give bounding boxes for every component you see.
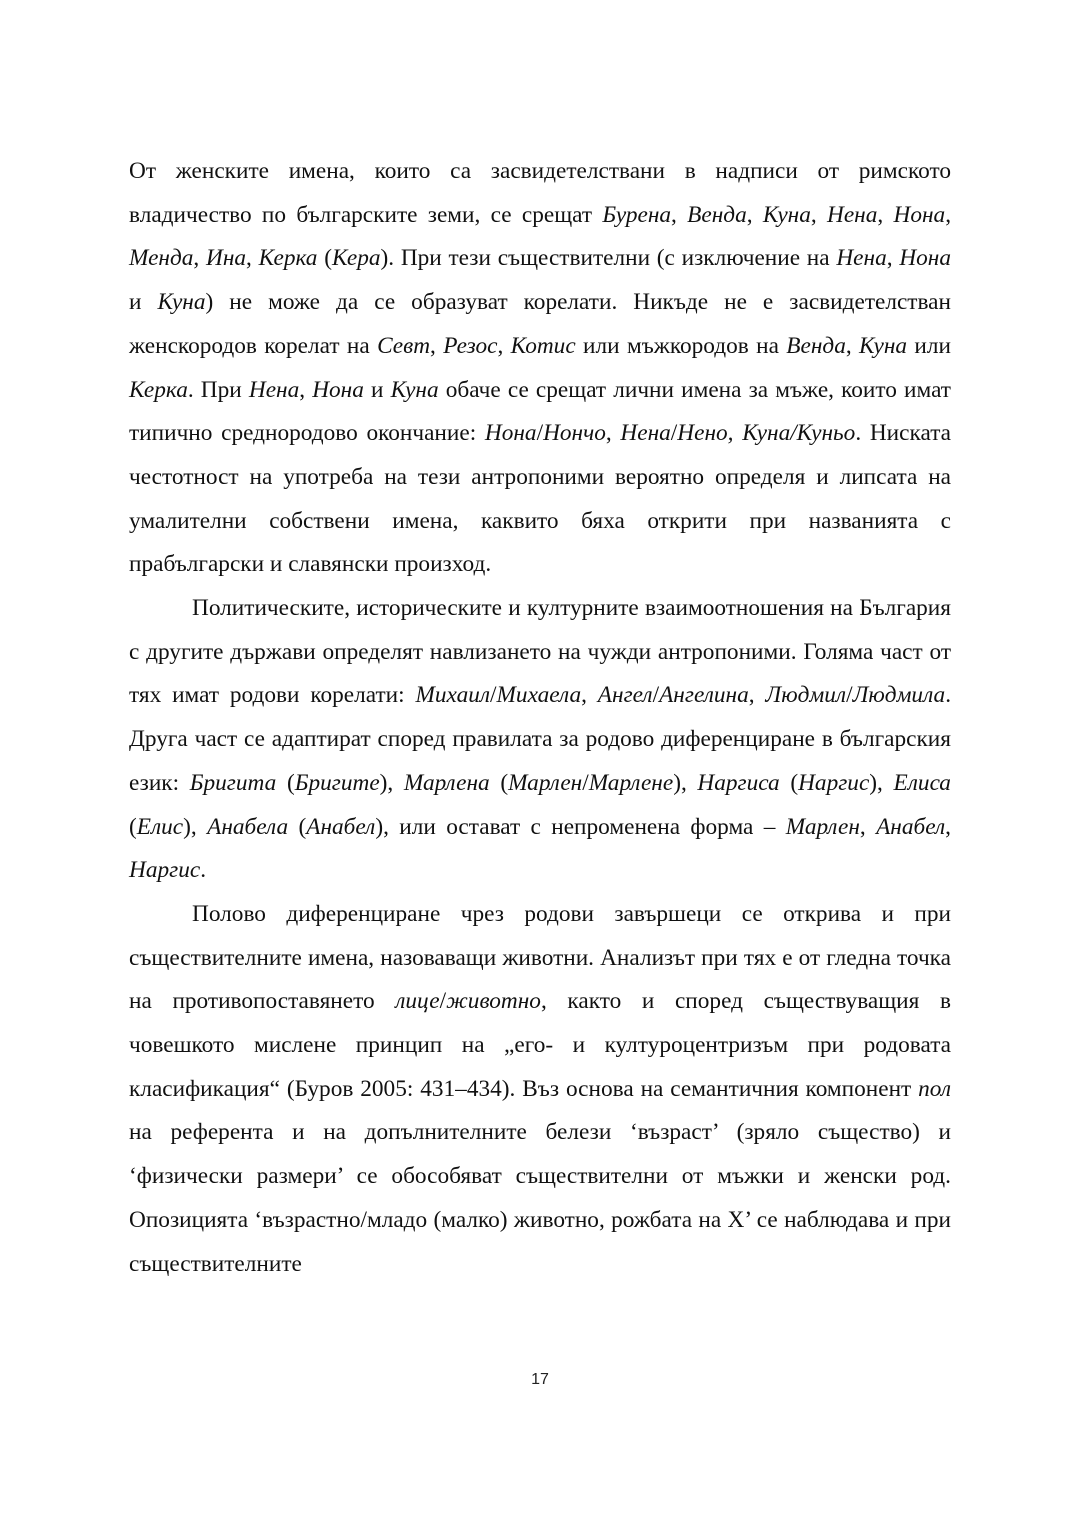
text-run: / xyxy=(652,682,660,709)
paragraph xyxy=(129,893,951,1286)
text-run: / xyxy=(490,682,497,709)
italic-term: Наргис xyxy=(798,769,870,796)
italic-term: Нона xyxy=(893,201,946,228)
italic-term: Анабел xyxy=(876,813,946,840)
italic-term: Наргиса xyxy=(697,769,780,796)
text-run: ) не може да се образуват корелати. Никъде не е засвидетелстван женскородов корелат на xyxy=(129,289,951,359)
text-run: , xyxy=(748,682,766,709)
text-run: , xyxy=(746,201,763,228)
text-run: Политическите, историческите и културните взаимоотношения на България с другите държави определят навлизането на чужди антропоними. Голяма част от тях имат родови корелати: xyxy=(129,595,951,709)
text-run: или мъжкородов на xyxy=(575,332,787,359)
italic-term: Куна xyxy=(390,376,439,403)
text-run: , xyxy=(581,682,598,709)
page-number: 17 xyxy=(531,1371,549,1388)
text-run: ( xyxy=(288,813,307,840)
text-run: ( xyxy=(779,769,799,796)
italic-term: Бурена xyxy=(602,201,672,228)
text-run: , xyxy=(859,813,877,840)
italic-term: Нона xyxy=(484,420,537,447)
italic-term: Котис xyxy=(510,332,576,359)
italic-term: Анабел xyxy=(306,813,376,840)
text-run: ( xyxy=(129,813,137,840)
italic-term: Михаил xyxy=(415,682,491,709)
italic-term: лице xyxy=(395,988,440,1015)
text-run: ). При тези съществителни (с изключение на xyxy=(380,245,837,272)
text-run: , xyxy=(299,376,313,403)
italic-term: Резос xyxy=(443,332,498,359)
italic-term: Елис xyxy=(136,813,184,840)
text-run: , xyxy=(845,332,860,359)
text-run: ( xyxy=(317,245,332,272)
italic-term: Бригита xyxy=(189,769,277,796)
italic-term: Нона xyxy=(312,376,364,403)
text-run: и xyxy=(129,289,158,316)
italic-term: Керка xyxy=(129,376,188,403)
italic-term: Куна xyxy=(762,201,811,228)
italic-term: Нена xyxy=(248,376,300,403)
text-run: , xyxy=(671,201,688,228)
text-run: От женските имена, които са засвидетелствани в надписи от римското владичество по българските земи, се срещат xyxy=(129,158,951,228)
italic-term: Елиса xyxy=(893,769,951,796)
text-run: ), xyxy=(673,769,698,796)
text-run: / xyxy=(582,769,589,796)
text-run: , xyxy=(497,332,511,359)
italic-term: Михаела xyxy=(496,682,582,709)
text-run: , xyxy=(810,201,827,228)
text-run: на референта и на допълнителните белези ‘възраст’ (зряло същество) и ‘физически размери’ се обособяват съществителни от мъжки и женски род. Опозицията ‘възрастно/младо (малко) животно, рожбата на Х’ се наблюдава и при съществителните xyxy=(129,1119,951,1277)
text-run: , xyxy=(430,332,444,359)
document-body xyxy=(129,150,951,1286)
italic-term: Кера xyxy=(331,245,381,272)
italic-term: Марлен xyxy=(785,813,860,840)
italic-term: Людмил xyxy=(765,682,847,709)
text-run: , xyxy=(246,245,259,272)
italic-term: Венда xyxy=(786,332,846,359)
text-run: . xyxy=(200,857,207,884)
text-run: ( xyxy=(489,769,509,796)
text-run: Полово диференциране чрез родови завършеци се открива и при съществителните имена, назоваващи животни. Анализът при тях е от гледна точка на противопоставянето xyxy=(129,900,951,1015)
italic-term: Марлена xyxy=(403,769,490,796)
text-run: , xyxy=(945,201,952,228)
italic-term: Венда xyxy=(687,201,747,228)
paragraph xyxy=(129,150,951,587)
text-run: ), xyxy=(183,813,208,840)
italic-term: Нона xyxy=(899,245,951,272)
text-run: , xyxy=(945,813,951,840)
text-run: , както и според съществуващия в човешкото мислене принцип на „его- и културоцентризъм при родовата класификация“ (Буров 2005: 431–434). Въз основа на семантичния компонент xyxy=(129,988,951,1102)
italic-term: Анабела xyxy=(207,813,289,840)
italic-term: Нена xyxy=(827,201,878,228)
italic-term: Нена xyxy=(620,420,671,447)
text-run: / xyxy=(846,682,853,709)
text-run: , xyxy=(877,201,894,228)
text-run: / xyxy=(670,420,678,447)
italic-term: Ангел xyxy=(597,682,653,709)
text-run: ), xyxy=(379,769,404,796)
text-run: или xyxy=(907,332,951,359)
italic-term: Менда xyxy=(129,245,194,272)
text-run: / xyxy=(439,988,447,1015)
text-run: . Друга част се адаптират според правилата за родово диференциране в българския език: xyxy=(129,682,952,796)
italic-term: Куна xyxy=(859,332,908,359)
paragraph xyxy=(129,587,951,893)
italic-term: Куна xyxy=(157,289,206,316)
text-run: ( xyxy=(276,769,295,796)
text-run: , xyxy=(886,245,900,272)
italic-term: Ина xyxy=(206,245,247,272)
text-run: ), xyxy=(869,769,894,796)
italic-term: животно xyxy=(446,988,541,1015)
italic-term: Наргис xyxy=(129,857,201,884)
italic-term: Бригите xyxy=(294,769,380,796)
italic-term: Людмила xyxy=(852,682,946,709)
italic-term: Керка xyxy=(258,245,318,272)
text-run: и xyxy=(363,376,391,403)
italic-term: Нена xyxy=(836,245,887,272)
text-run: ), или остават с непроменена форма – xyxy=(375,813,786,840)
italic-term: Ангелина xyxy=(659,682,749,709)
italic-term: Марлен xyxy=(508,769,583,796)
text-run: обаче се срещат лични имена за мъже, които имат типично среднородово окончание: xyxy=(129,376,951,447)
text-run: / xyxy=(536,420,544,447)
italic-term: Нончо xyxy=(543,420,606,447)
italic-term: Севт xyxy=(377,332,431,359)
text-run: , xyxy=(605,420,621,447)
text-run: , xyxy=(193,245,206,272)
italic-term: Нено, Куна/Куньо xyxy=(677,420,856,447)
italic-term: пол xyxy=(918,1075,951,1102)
text-run: . Ниската честотност на употреба на тези антропоними вероятно определя и липсата на умалителни собствени имена, каквито бяха открити при названията с прабългарски и славянски произход. xyxy=(129,420,952,578)
text-run: . При xyxy=(187,376,249,403)
italic-term: Марлене xyxy=(588,769,674,796)
